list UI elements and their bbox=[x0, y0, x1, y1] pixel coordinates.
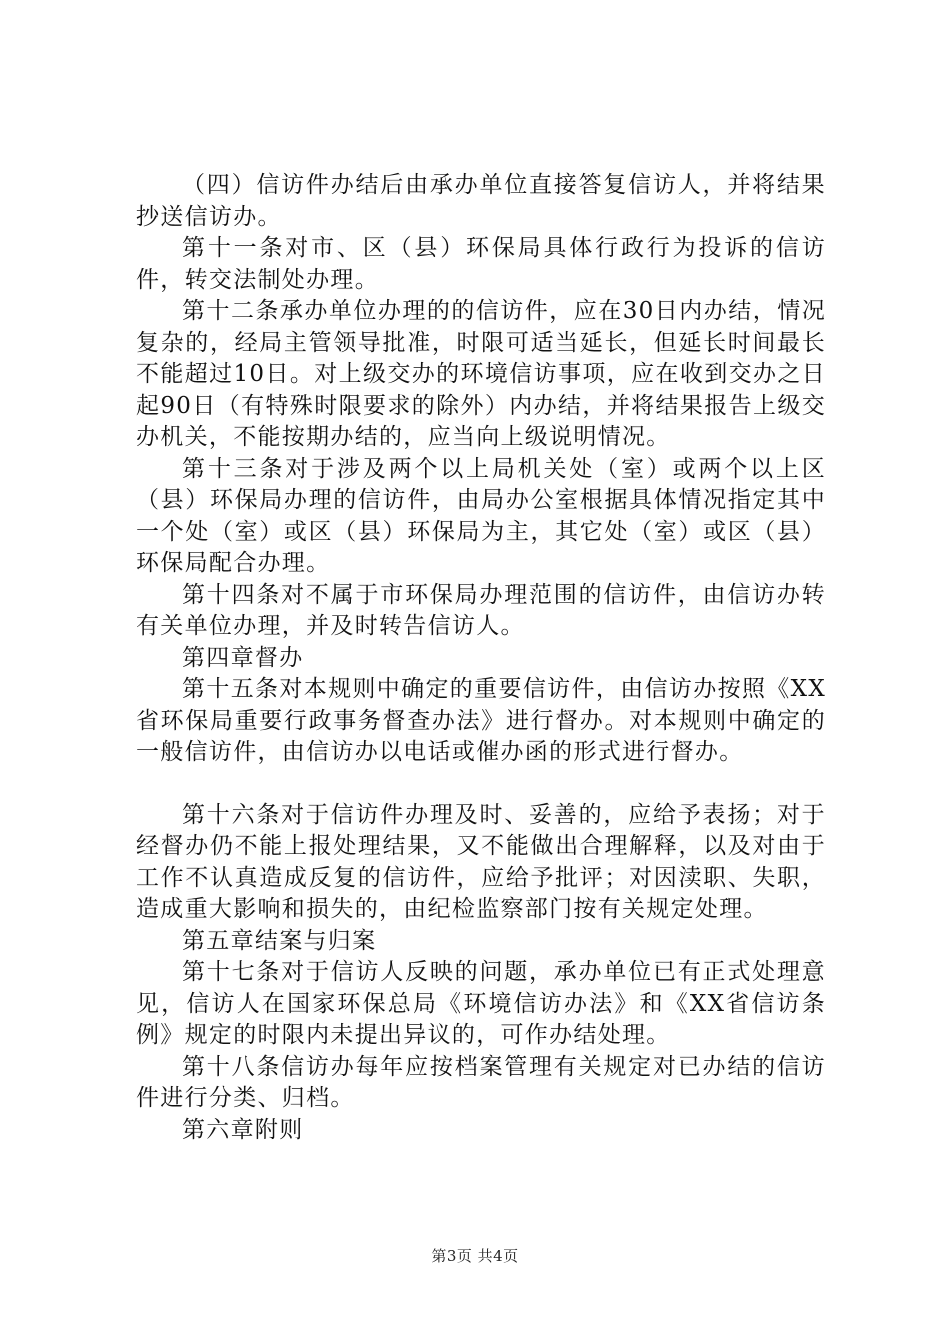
chapter-5-heading: 第五章结案与归案 bbox=[182, 927, 377, 954]
article-16: 第十六条对于信访件办理及时、妥善的，应给予表扬；对于经督办仍不能上报处理结果，又不能做出合理解释，以及对由于工作不认真造成反复的信访件，应给予批评；对因渎职、失职，造成重大影响和损失的，由纪检监察部门按有关规定处理。 bbox=[136, 801, 826, 922]
article-17: 第十七条对于信访人反映的问题，承办单位已有正式处理意见，信访人在国家环保总局《环境信访办法》和《XX省信访条例》规定的时限内未提出异议的，可作办结处理。 bbox=[136, 959, 826, 1048]
article-18: 第十八条信访办每年应按档案管理有关规定对已办结的信访件进行分类、归档。 bbox=[136, 1053, 826, 1111]
document-body bbox=[136, 170, 826, 1146]
chapter-4-heading: 第四章督办 bbox=[182, 644, 304, 671]
article-13: 第十三条对于涉及两个以上局机关处（室）或两个以上区（县）环保局办理的信访件，由局办公室根据具体情况指定其中一个处（室）或区（县）环保局为主，其它处（室）或区（县）环保局配合办理。 bbox=[136, 455, 826, 576]
article-15: 第十五条对本规则中确定的重要信访件，由信访办按照《XX省环保局重要行政事务督查办法》进行督办。对本规则中确定的一般信访件，由信访办以电话或催办函的形式进行督办。 bbox=[136, 676, 826, 765]
paragraph-item-4: （四）信访件办结后由承办单位直接答复信访人，并将结果抄送信访办。 bbox=[136, 172, 826, 230]
article-12: 第十二条承办单位办理的的信访件，应在30日内办结，情况复杂的，经局主管领导批准，时限可适当延长，但延长时间最长不能超过10日。对上级交办的环境信访事项，应在收到交办之日起90日（有特殊时限要求的除外）内办结，并将结果报告上级交办机关，不能按期办结的，应当向上级说明情况。 bbox=[136, 298, 826, 450]
article-11: 第十一条对市、区（县）环保局具体行政行为投诉的信访件，转交法制处办理。 bbox=[136, 235, 826, 293]
chapter-6-heading: 第六章附则 bbox=[182, 1116, 304, 1143]
page-number-footer: 第3页 共4页 bbox=[431, 1247, 519, 1265]
article-14: 第十四条对不属于市环保局办理范围的信访件，由信访办转有关单位办理，并及时转告信访人。 bbox=[136, 581, 826, 639]
